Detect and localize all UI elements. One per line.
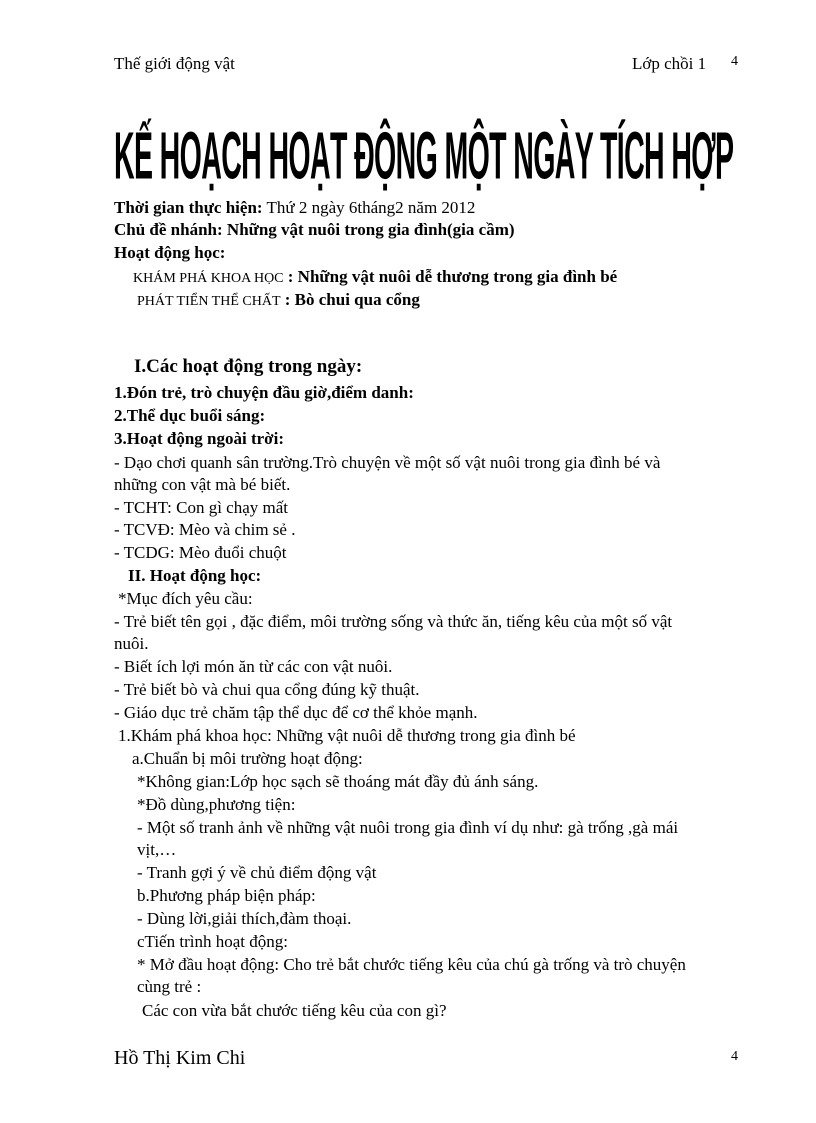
space-line: *Không gian:Lớp học sạch sẽ thoáng mát đầy đủ ánh sáng. [137,772,539,791]
tools-2: - Tranh gợi ý về chủ điểm động vật [137,863,377,882]
footer-author: Hồ Thị Kim Chi [114,1047,246,1069]
prep-heading: a.Chuẩn bị môi trường hoạt động: [132,749,363,768]
goal-1-cont: nuôi. [114,634,149,653]
kp-heading: 1.Khám phá khoa học: Những vật nuôi dễ thương trong gia đình bé [118,726,576,745]
topic-label: Chủ đề nhánh: [114,220,223,239]
section1-item2: 2.Thể dục buổi sáng: [114,406,266,425]
goal-heading: *Mục đích yêu cầu: [118,589,253,608]
pttc-line [137,289,420,313]
process-heading: cTiến trình hoạt động: [137,932,288,951]
goal-3: - Trẻ biết bò và chui qua cổng đúng kỹ thuật. [114,680,420,699]
opening-line-cont: cùng trẻ : [137,977,202,996]
kpkh-line [133,266,617,290]
section1-item3: 3.Hoạt động ngoài trời: [114,429,284,448]
goal-4: - Giáo dục trẻ chăm tập thể dục để cơ thể khỏe mạnh. [114,703,478,722]
time-label: Thời gian thực hiện: [114,198,263,217]
tools-1-cont: vịt,… [137,840,177,859]
opening-line: * Mở đầu hoạt động: Cho trẻ bắt chước tiếng kêu của chú gà trống và trò chuyện [137,955,686,974]
kpkh-label: KHÁM PHÁ KHOA HỌC [133,271,284,286]
header-left: Thế giới động vật [114,54,235,73]
question-line: Các con vừa bắt chước tiếng kêu của con gì? [142,1001,447,1020]
section2-heading: II. Hoạt động học: [128,566,262,585]
topic-line [114,219,515,241]
time-line [114,197,475,219]
page-title: KẾ HOẠCH HOẠT ĐỘNG MỘT NGÀY TÍCH HỢP [114,117,734,193]
method-heading: b.Phương pháp biện pháp: [137,886,316,905]
time-value: Thứ 2 ngày 6tháng2 năm 2012 [262,198,476,217]
pttc-value: : Bò chui qua cổng [284,290,420,309]
goal-1: - Trẻ biết tên gọi , đặc điểm, môi trường sống và thức ăn, tiếng kêu của một số vật [114,612,673,631]
tools-heading: *Đồ dùng,phương tiện: [137,795,296,814]
section1-item1: 1.Đón trẻ, trò chuyện đầu giờ,điểm danh: [114,383,414,402]
tcht-line: - TCHT: Con gì chạy mất [114,498,289,517]
header-right: Lớp chồi 1 [632,54,707,73]
header-page-number: 4 [731,54,738,69]
method-1: - Dùng lời,giải thích,đàm thoại. [137,909,352,928]
topic-value: Những vật nuôi trong gia đình(gia cầm) [222,220,515,239]
tcvd-line: - TCVĐ: Mèo và chim sẻ . [114,520,296,539]
tools-1: - Một số tranh ảnh về những vật nuôi trong gia đình ví dụ như: gà trống ,gà mái [137,818,679,837]
kpkh-value: : Những vật nuôi dễ thương trong gia đình bé [287,267,618,286]
tcdg-line: - TCDG: Mèo đuổi chuột [114,543,287,562]
footer-page-number: 4 [731,1049,738,1064]
activity-label: Hoạt động học: [114,243,226,262]
goal-2: - Biết ích lợi món ăn từ các con vật nuôi. [114,657,393,676]
pttc-label: PHÁT TIỂN THỂ CHẤT [137,294,281,309]
walk-line-2: những con vật mà bé biết. [114,475,291,494]
walk-line: - Dạo chơi quanh sân trường.Trò chuyện về một số vật nuôi trong gia đình bé và [114,453,661,472]
section1-heading: I.Các hoạt động trong ngày: [134,356,363,377]
